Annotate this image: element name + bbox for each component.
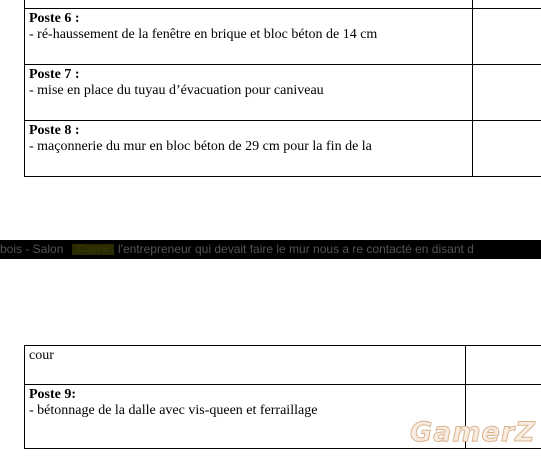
band-highlight: Cuisine xyxy=(72,244,114,255)
table-cell xyxy=(25,65,473,121)
table-cell xyxy=(25,346,466,385)
table-cell xyxy=(473,9,541,65)
table-cell xyxy=(25,121,473,177)
estimate-table-top xyxy=(24,0,541,177)
table-cell xyxy=(25,9,473,65)
table-cell xyxy=(473,121,541,177)
table-cell xyxy=(466,346,541,385)
band-text-before: bois - Salon xyxy=(0,242,64,256)
table-row xyxy=(25,9,541,65)
table-row xyxy=(25,346,541,385)
table-row xyxy=(25,121,541,177)
table-cell xyxy=(473,65,541,121)
poste-description: - mise en place du tuyau d’évacuation pour caniveau xyxy=(29,83,324,98)
table-cell xyxy=(25,0,473,9)
poste-description: - bétonnage de la dalle avec vis-queen et ferraillage xyxy=(29,403,318,418)
poste-title: Poste 6 : xyxy=(29,11,80,26)
poste-description: cour xyxy=(29,348,54,363)
table-row xyxy=(25,65,541,121)
forum-text-band xyxy=(0,240,541,259)
table-cell xyxy=(473,0,541,9)
table-cell xyxy=(25,385,466,449)
watermark-logo: GamerZ xyxy=(410,417,536,448)
poste-description: - maçonnerie du mur en bloc béton de 29 cm pour la fin de la xyxy=(29,139,372,154)
band-text-after: l'entrepreneur qui devait faire le mur nous a re contacté en disant d xyxy=(118,242,474,256)
table-row xyxy=(25,0,541,9)
poste-title: Poste 8 : xyxy=(29,123,80,138)
poste-description: - ré-haussement de la fenêtre en brique et bloc béton de 14 cm xyxy=(29,27,378,42)
poste-title: Poste 9: xyxy=(29,387,77,402)
poste-title: Poste 7 : xyxy=(29,67,80,82)
